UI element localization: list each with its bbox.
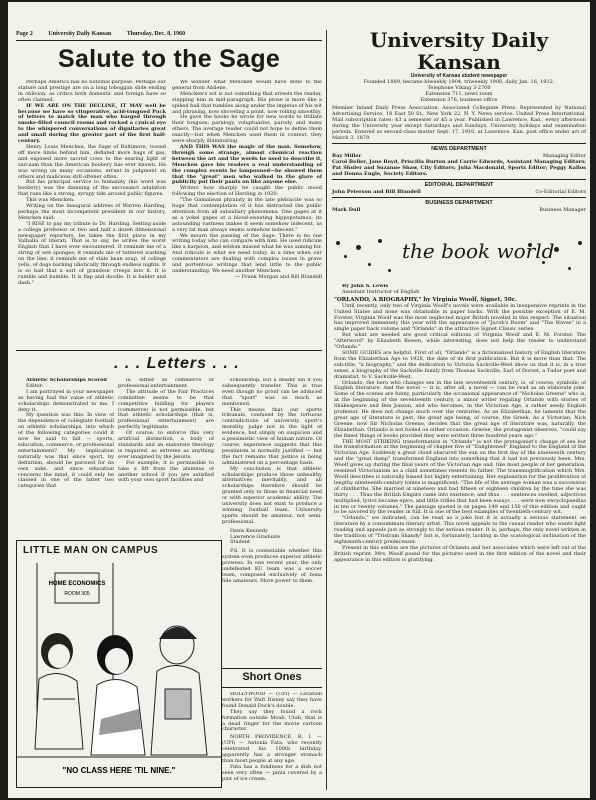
editorial-paragraph: "The Gamaliean phraiaty in the late plebiscite was so huge that contemplation of it has distracted the public attention from all subsidiary phenomena. One gapes at it as a yokel gapes at a blood-sweating hippopotamus; its astounding vastness makes it seem somehow indecent, as a very fat man always seems somehow indecent." (172, 197, 322, 233)
letter-signature-name: Denis Kennedy (230, 527, 268, 534)
editorial-paragraph: Henry Louis Mencken, the Sage of Baltimore, tossed off more limbs behind him, deflated more bags of gas, and exposed more sacred cows to the searing light of sarcasm than the American boobery has ever known. He was wrong on many occasions, errant in judgment on others and malicious still oftener often. (18, 143, 166, 180)
masthead-info: Member Inland Daily Press Association, Associated Collegiate Press. Represented by National Advertising Service, 18 East 50 St., New York 22, N. Y. News service: United Press International. Mail subscription rates: $3 a semester or $5 a year. Published in Lawrence, Kan., every afternoon during the University year except Saturdays and Sundays, University holidays and examination periods. Entered as second-class matter Sept. 17, 1910, at Lawrence, Kan. post office under act of March 3, 1879. (332, 105, 586, 141)
editorial-paragraph: We mourn the passing of the Sage. There is no one writing today who can compare with him. He used ridicule like a harpoon, and seldom missed what he was aiming for. And ridicule is what we need today, in a time when our commentators are dealing with complex issues in grave and portentous writings that lend little to the public understanding. We need another Mencken. (172, 232, 322, 274)
letter-paragraph: I am portrayed in your newspaper as having had the value of athletic scholarships demonstrated to me. I deny it. (18, 388, 114, 413)
review-paragraph: Present in this edition are the pictures of Orlando and her associates which were left out of the British reprint. Mrs. Woolf posed for the pictures used in the first edition of the novel and their appearance in this edition is gratifying. (334, 544, 586, 563)
review-byline: By John S. Lewis (342, 284, 389, 289)
top-rule (16, 40, 322, 41)
review-title: "ORLANDO, A BIOGRAPHY," by Virginia Woolf, Signet, 50c. (334, 296, 517, 303)
staff-name: Ray Miller (332, 153, 362, 159)
letter-postscript: P.S. It is contestable whether this system even produces superior athletic prowess. In one recent year, the only undefeated KU team was a soccer team, composed exclusively of bona fide amateurs. More power to them. (222, 548, 322, 584)
page-folio (16, 31, 322, 37)
decor-dot (388, 269, 391, 272)
masthead-phone: Extension 711, news room (425, 91, 493, 97)
masthead-rule (332, 179, 586, 180)
letters-column-3 (222, 378, 322, 666)
short-item: They say they found a rock formation outside Moab, Utah, that is a dead ringer for the movie cartoon character. (222, 708, 322, 733)
review-paragraph: Orlando, the hero who changes sex in the late seventeenth century, is, of course, symbolic of English literature. And the novel — it is, after all, a novel — can be read as an elaborate joke. Some of the scenes are funny, particularly the occasional appearance of "Nicholas Greene" who is, at the beginning of the seventeenth century, a minor writer regaling Orlando with stories of Shakespeare and Ben Jonson, and who becomes, in the Victorian Age, a rather seedy English professor. He does not change much over the centuries. As an Elizabethan, he laments that the great age of literature is past, the great age being, of course, the Greek. As a Victorian, Nick Greene, now Sir Nicholas Greene, decides that the great age of literature was, naturally, the Elizabethan. Orlando is not fooled on either occasion. Greene, the protagonist observes, "could say the finest things of books provided they were written three hundred years ago." (334, 379, 586, 439)
cartoon-drawing (17, 559, 221, 787)
review-paragraph: SOME GUIDES are helpful. First of all, "Orlando" is a fictionalized history of English literature from the Elizabethan Age to 1928, the date of its first publication. But it is more than that. The sub-title, "a biography," and the dedication to Victoria Sackville-West show us that it is, in a true sense, a biography of the Sackville family from Thomas Sackville, Earl of Dorset, a Tudor poet and dramatist, to V. Sackville-West. (334, 349, 586, 380)
letter-signature-line: Lawrence Graduate (230, 533, 281, 540)
review-paragraph: THE MOST STRIKING transformation in "Orlando" is not the protagonist's change of sex but the transformation at the beginning of chapter five of "Enlightened" England to the England of the Victorian Age. Suddenly a great cloud obscured the sun on the first day of the nineteenth century and the "great damp" transformed England into something that it had not previously been. Mrs. Woolf gives up during the final years of the Victorian Age and, like most people of her generation, resented Victorianism as a child sometimes resents its father. The transmogrification which Mrs. Woolf describes is naturally biased but highly entertaining. Her explanation for the proliferation of lengthy nineteenth-century tomes is magnificent: "The life of the average woman was a succession of childbirths. She married at nineteen and had fifteen or eighteen children by the time she was thirty . . . Thus the British Empire came into existence; and thus . . . sentences swelled, adjectives multiplied, lyrics became epics, and little trifles that had been essays . . . were now encyclopaedias in ten or twenty volumes." The passage quoted is on pages 149 and 150 of this edition and ought to be savored by the reader in full. It is one of the best examples of twentieth-century wit. (334, 438, 586, 516)
editorial-column-2 (172, 80, 322, 348)
editorial-paragraph: This was Mencken. (26, 197, 75, 204)
book-review (334, 284, 586, 796)
staff-row-mark (332, 207, 586, 213)
paper-name: University Daily Kansan (48, 31, 112, 37)
letters-column-1 (18, 378, 114, 538)
editorial-paragraph: AND THIS WAS the magic of the man. Somehow, through some strange, almost chemical reaction between the art and the words he used to describe it, Mencken gave his readers a real understanding of the complex events he lampooned—he showed them that the "great" men who walked in the glare of publicity put their pants on like anyone else. (172, 143, 322, 186)
editorial-paragraph: Writers how sharply he caught the public mood following the election of Harding in 1920: (172, 185, 322, 198)
staff-row-coeds (332, 189, 586, 195)
newspaper-page (8, 2, 590, 798)
staff-role: Business Manager (539, 207, 586, 213)
letter-subhead: Athletic Scholarships Scored (26, 378, 107, 383)
issue-date: Thursday, Dec. 8, 1960 (126, 31, 186, 37)
short-item: HOLLYWOOD — (UPI) — Location workers for Walt Disney say they have found Donald Duck's double. (222, 692, 322, 709)
masthead-phone: Telephone Viking 3-2700 (427, 85, 491, 91)
staff-assistants: Carol Beller, Jane Boyd, Priscilla Burton and Carrie Edwards, Assistant Managing Editors; Pat Shuler and Suzanne Shaw, City Editors; Julia Macdonald, Sports Editor; Peggy Kallos and Donna Engle, Society Editors. (332, 159, 586, 177)
short-item: Fata has a fondness for a dish not seen very often — pizza covered by a pint of ice cream. (222, 763, 322, 782)
letter-paragraph: My question was this: In view of the dependence of collegiate football on athletic scholarships, into which of the following categories could it now be said to fall — sports, education, commerce, or professional entertainment? My implication naturally was that since sport, by definition, should be pursued for its own sake, and since education concerns the mind, it could only be classed in one of the latter two categories that (18, 412, 114, 490)
editorial-paragraph: He gave the books he wrote for new words to titillate their tongues; paralogy, voluptuaries, parody, and many others. The average reader could not hope to define them exactly—but when Mencken used them in context, they were sharply illuminating. (172, 114, 322, 145)
letter-paragraph: Of course, to enforce this very artificial distinction, a body of standards and an elaborate theology is required, as extreme as anything ever imagined by the Jesuits. (118, 430, 214, 460)
review-paragraph: "Orlando," we indicated, can be read as a joke but it is actually a serious statement on literature by a consummate literary artist. This novel appeals to the casual reader who wants light reading and appeals just as strongly to the serious reader. It is, perhaps, the only novel written in the tradition of "Tristram Shandy" but is, fortunately, lacking in the scatological inclination of the eighteenth-century predecessor. (334, 515, 586, 545)
letters-rule (16, 350, 322, 351)
short-item: NORTH PROVIDENCE, R. I. — (UPI) — Antonia Fata, who recently celebrated his 100th birthday, apparently has a stronger stomach than most people at any age. (222, 734, 322, 764)
column-divider (326, 30, 327, 790)
masthead-title: University Daily Kansan (369, 28, 549, 74)
letter-paragraph: For example, it is permissible to take a lift from the alumnus of another school if you are satisfied with your own sport facilities and (118, 459, 214, 484)
decor-dot (568, 267, 571, 270)
decor-dot (378, 239, 382, 243)
masthead-phone: Extension 376, business office (420, 97, 498, 103)
decor-dot (356, 245, 361, 250)
cartoon-title: LITTLE MAN ON CAMPUS (23, 545, 159, 556)
cartoon-panel (16, 540, 222, 788)
editorial-paragraph: Mencken's wit is not something that arrests the reader, stopping him in mid-paragraph. His prose is more like a spiked ball that tumbles along under the impetus of his wit and phrasing, now shoveling a point, now rolling smoothly. (172, 90, 322, 115)
letter-paragraph: This means that our sports tribunals, confused by the tortuous contradictions of university sport's morality, judge not in the light of evidence, but simply on suspicion and a pessimistic view of human nature. Of course, experience suggests that this pessimism is normally justified — but the fact remains that justice is being administered on a percentage basis. (222, 406, 322, 466)
letter-paragraph: scholarship, but a deadly sin if you subsequently transfer. This is true even though no proof can be adduced that "sport" was so much as mentioned. (222, 378, 322, 407)
staff-role: Managing Editor (543, 153, 586, 159)
decor-dot (368, 263, 371, 266)
letters-heading: . . . Letters . . . (114, 355, 240, 372)
masthead-founded: Founded 1889, became biweekly 1904, triweekly 1908, daily Jan. 16, 1912. (363, 79, 555, 85)
editorial-paragraph: But his principal service to humanity (his word was boobery) was the damning of the sacrosanct adulation that runs like a strong, syrupy tide around public figures. (18, 179, 166, 198)
letter-paragraph: My conclusion is that athletic scholarships produce those unhealthy alternatives inevitably, and all scholarships therefore should be granted only to those in financial need or with superior academic ability. The university does not exist to produce a winning football team. University sports should be amateur, not semi-professional. (222, 465, 322, 525)
page-number: Page 2 (16, 31, 33, 37)
short-ones-header (222, 668, 322, 688)
editorial-signature: — Frank Morgan and Bill Blundell (235, 273, 322, 280)
short-ones-title: Short Ones (242, 671, 302, 683)
masthead-rule (332, 143, 586, 144)
letter-paragraph: The attitude of the Fair Practices committee seems to be that competitive bidding for players (commerce) is not permissible, but that athletic scholarships (that is, professional entertainment) are perfectly legitimate. (118, 388, 214, 431)
letters-column-2 (118, 378, 214, 538)
decor-dot (554, 247, 559, 252)
masthead (332, 29, 586, 213)
staff-name: Mark Dull (332, 207, 361, 213)
editorial-paragraph: Perhaps America has no national purpose. Perhaps our stature and prestige are on a long toboggan slide ending in oblivion, as critics both domestic and foreign have so often claimed. (18, 80, 166, 103)
book-world-banner (332, 233, 586, 283)
review-paragraph: But what are needed are good critical editions of Virginia Woolf and E. M. Forster. The "Afterword" by Elizabeth Bowen, while interesting, does not help the reader to understand "Orlando." (334, 332, 586, 351)
review-paragraph: Until recently, only two of Virginia Woolf's novels were available in inexpensive reprints in the United States and none was obtainable in paper backs. With the possible exception of E. M. Forster, Virginia Woolf was the most neglected major British novelist in this respect. The situation has improved immensely this year with the appearance of "Jacob's Room" and "The Waves" in a single paper back volume and "Orlando" in the attractive Signet Classic series. (334, 302, 586, 333)
letter-signature-line: Student (230, 539, 251, 546)
decor-dot (344, 255, 347, 258)
decor-dot (336, 241, 340, 245)
letter-paragraph: is, either as commerce or professional entertainment. (118, 378, 214, 389)
staff-name: John Peterson and Bill Blundell (332, 189, 421, 195)
masthead-rule (332, 197, 586, 198)
letter-paragraph: Editor: (26, 382, 44, 389)
cartoon-sign-text: HOME ECONOMICS (48, 581, 106, 587)
book-world-title: the book world (402, 239, 555, 263)
editorial-paragraph: Writing on the inaugural address of Warren Harding, perhaps the most incompetent president in our history, Mencken said: (18, 203, 166, 221)
editorial-column-1 (18, 80, 166, 348)
editorial-paragraph: "I RISE to pay my tribute to Dr. Harding. Setting aside a college professor or two and half a dozen dimensional newspaper reporters, he takes the first place in my Valhalla of literati. That is to say, he writes the worst English that I have ever encountered. It reminds me of a string of wet sponges; it reminds me of tattered washing on the line; it reminds me of stale bean soup, of college yells, of dogs barking idiotically through endless nights. It is so bad that a sort of grandeur creeps into it. It is rumble and bumble. It is flap and doodle. It is balder and dash." (18, 220, 166, 286)
cartoon-caption: "NO CLASS HERE 'TIL NINE." (62, 766, 176, 775)
editorial-headline: Salute to the Sage (58, 45, 281, 73)
editorial-dept-heading: EDITORIAL DEPARTMENT (424, 182, 494, 188)
short-ones-column (222, 692, 322, 792)
editorial-paragraph: We wonder what Mencken would have done to the general from Abilene. (172, 80, 322, 91)
business-dept-heading: BUSINESS DEPARTMENT (425, 200, 493, 206)
cartoon-sign-room: ROOM 305 (64, 591, 90, 597)
news-dept-heading: NEWS DEPARTMENT (431, 146, 487, 152)
staff-role: Co-Editorial Editors (535, 189, 586, 195)
review-byline-role: Assistant Instructor of English (342, 288, 420, 295)
editorial-paragraph: IF WE ARE ON THE DECLINE, IT MAY well be because we have so vituperative, acid-tongued Puck of letters to match the man who barged through smoke-filled council rooms and rocked a cynical eye to the whispered conversations of dignitaries great and small during the greater part of the first half-century. (18, 102, 166, 145)
masthead-subtitle: University of Kansas student newspaper (410, 73, 508, 79)
decor-dot (578, 241, 582, 245)
